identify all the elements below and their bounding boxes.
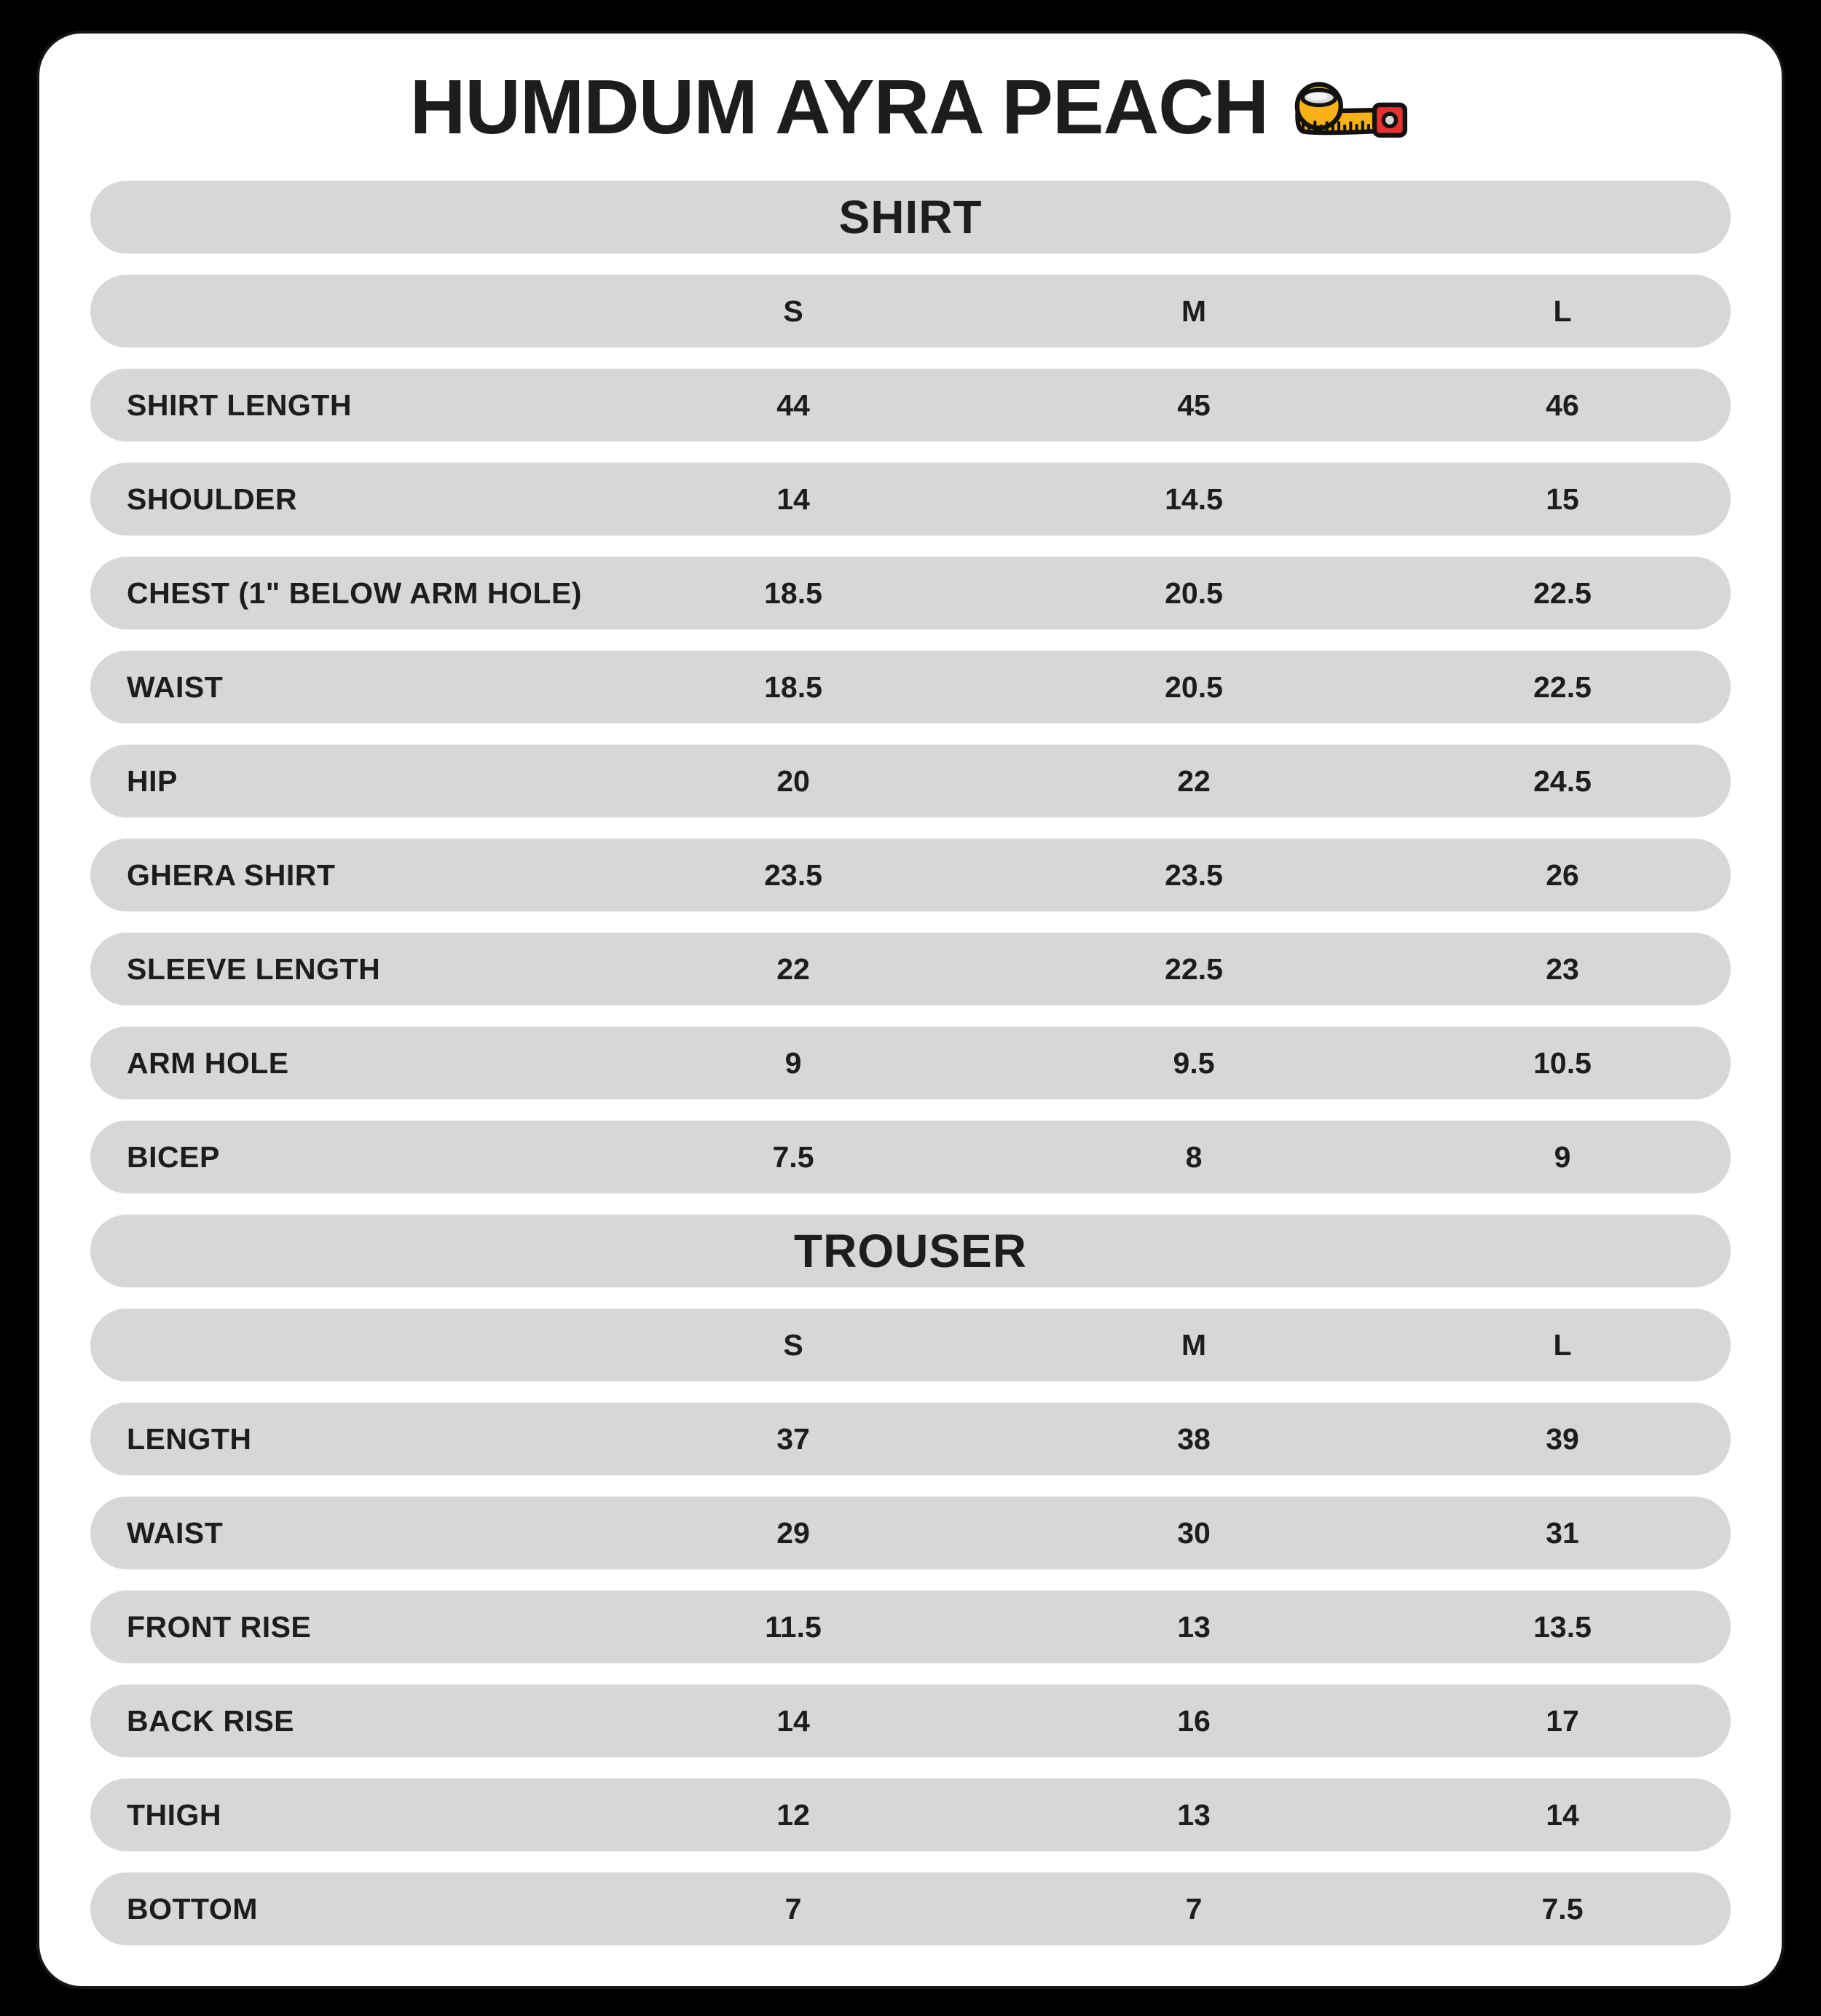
column-header-m: M [1181, 1327, 1207, 1362]
row-value-s: 23.5 [764, 858, 822, 892]
row-label: ARM HOLE [127, 1046, 289, 1080]
section-header-trouser [90, 1215, 1731, 1287]
row-value-l: 23 [1546, 952, 1579, 986]
measuring-tape-icon [1289, 77, 1411, 146]
title-row [90, 34, 1731, 181]
table-row-back-rise [90, 1684, 1731, 1757]
table-row-bottom [90, 1872, 1731, 1945]
row-value-m: 20.5 [1165, 576, 1223, 610]
row-label: CHEST (1" BELOW ARM HOLE) [127, 576, 582, 610]
row-value-l: 7.5 [1541, 1891, 1584, 1926]
row-value-m: 8 [1185, 1140, 1203, 1174]
row-value-s: 14 [776, 482, 810, 516]
row-value-l: 10.5 [1533, 1046, 1592, 1080]
row-value-l: 14 [1546, 1797, 1579, 1832]
row-value-m: 13 [1177, 1797, 1211, 1832]
row-value-m: 16 [1177, 1703, 1211, 1738]
column-header-l: L [1553, 294, 1572, 328]
row-value-s: 37 [776, 1421, 810, 1456]
table-row-front-rise [90, 1591, 1731, 1663]
row-value-l: 22.5 [1533, 670, 1592, 704]
row-value-m: 13 [1177, 1609, 1211, 1644]
row-value-m: 30 [1177, 1515, 1211, 1550]
table-row-waist-trouser [90, 1497, 1731, 1569]
row-label: GHERA SHIRT [127, 858, 336, 892]
table-row-shirt-length [90, 369, 1731, 442]
table-row-length [90, 1403, 1731, 1475]
row-value-m: 38 [1177, 1421, 1211, 1456]
page-title: HUMDUM AYRA PEACH [409, 63, 1269, 150]
table-row-bicep [90, 1121, 1731, 1193]
table-row-thigh [90, 1778, 1731, 1851]
section-title-shirt: SHIRT [838, 191, 983, 243]
section-title-trouser: TROUSER [794, 1225, 1027, 1277]
row-label: SHOULDER [127, 482, 298, 516]
row-label: BICEP [127, 1140, 220, 1174]
column-header-s: S [783, 294, 803, 328]
size-header-row-trouser [90, 1309, 1731, 1381]
row-value-m: 22 [1177, 764, 1211, 798]
column-header-m: M [1181, 294, 1207, 328]
table-row-sleeve-length [90, 933, 1731, 1005]
row-value-l: 39 [1546, 1421, 1579, 1456]
row-label: WAIST [127, 670, 224, 704]
row-value-l: 17 [1546, 1703, 1579, 1738]
table-row-arm-hole [90, 1027, 1731, 1099]
section-header-shirt [90, 181, 1731, 254]
row-label: BACK RISE [127, 1703, 295, 1738]
row-label: FRONT RISE [127, 1609, 312, 1644]
row-value-l: 13.5 [1533, 1609, 1592, 1644]
row-value-s: 22 [776, 952, 810, 986]
table-row-waist-shirt [90, 651, 1731, 723]
size-chart-card [36, 31, 1785, 1989]
row-value-m: 7 [1185, 1891, 1203, 1926]
row-label: SHIRT LENGTH [127, 388, 352, 422]
row-value-m: 14.5 [1165, 482, 1223, 516]
row-label: THIGH [127, 1797, 222, 1832]
table-row-shoulder [90, 463, 1731, 536]
row-value-s: 18.5 [764, 576, 822, 610]
row-value-s: 18.5 [764, 670, 822, 704]
row-value-l: 31 [1546, 1515, 1579, 1550]
table-row-hip [90, 745, 1731, 817]
row-value-s: 9 [784, 1046, 802, 1080]
row-value-l: 24.5 [1533, 764, 1592, 798]
row-value-m: 9.5 [1173, 1046, 1215, 1080]
row-value-s: 20 [776, 764, 810, 798]
size-header-row-shirt [90, 275, 1731, 348]
row-value-l: 26 [1546, 858, 1579, 892]
row-value-l: 15 [1546, 482, 1579, 516]
row-value-s: 12 [776, 1797, 810, 1832]
row-value-l: 9 [1554, 1140, 1571, 1174]
table-row-chest [90, 557, 1731, 629]
row-value-m: 23.5 [1165, 858, 1223, 892]
row-label: SLEEVE LENGTH [127, 952, 381, 986]
row-value-s: 11.5 [765, 1609, 822, 1644]
row-value-m: 20.5 [1165, 670, 1223, 704]
row-value-m: 45 [1177, 388, 1211, 422]
row-label: HIP [127, 764, 178, 798]
row-label: WAIST [127, 1515, 224, 1550]
row-value-s: 14 [776, 1703, 810, 1738]
column-header-s: S [783, 1327, 803, 1362]
row-value-m: 22.5 [1165, 952, 1223, 986]
table-row-ghera-shirt [90, 839, 1731, 911]
row-value-l: 22.5 [1533, 576, 1592, 610]
row-value-s: 7.5 [772, 1140, 814, 1174]
column-header-l: L [1553, 1327, 1572, 1362]
row-value-s: 44 [776, 388, 810, 422]
row-label: BOTTOM [127, 1891, 258, 1926]
row-label: LENGTH [127, 1421, 252, 1456]
row-value-s: 7 [784, 1891, 802, 1926]
row-value-s: 29 [776, 1515, 810, 1550]
row-value-l: 46 [1546, 388, 1579, 422]
